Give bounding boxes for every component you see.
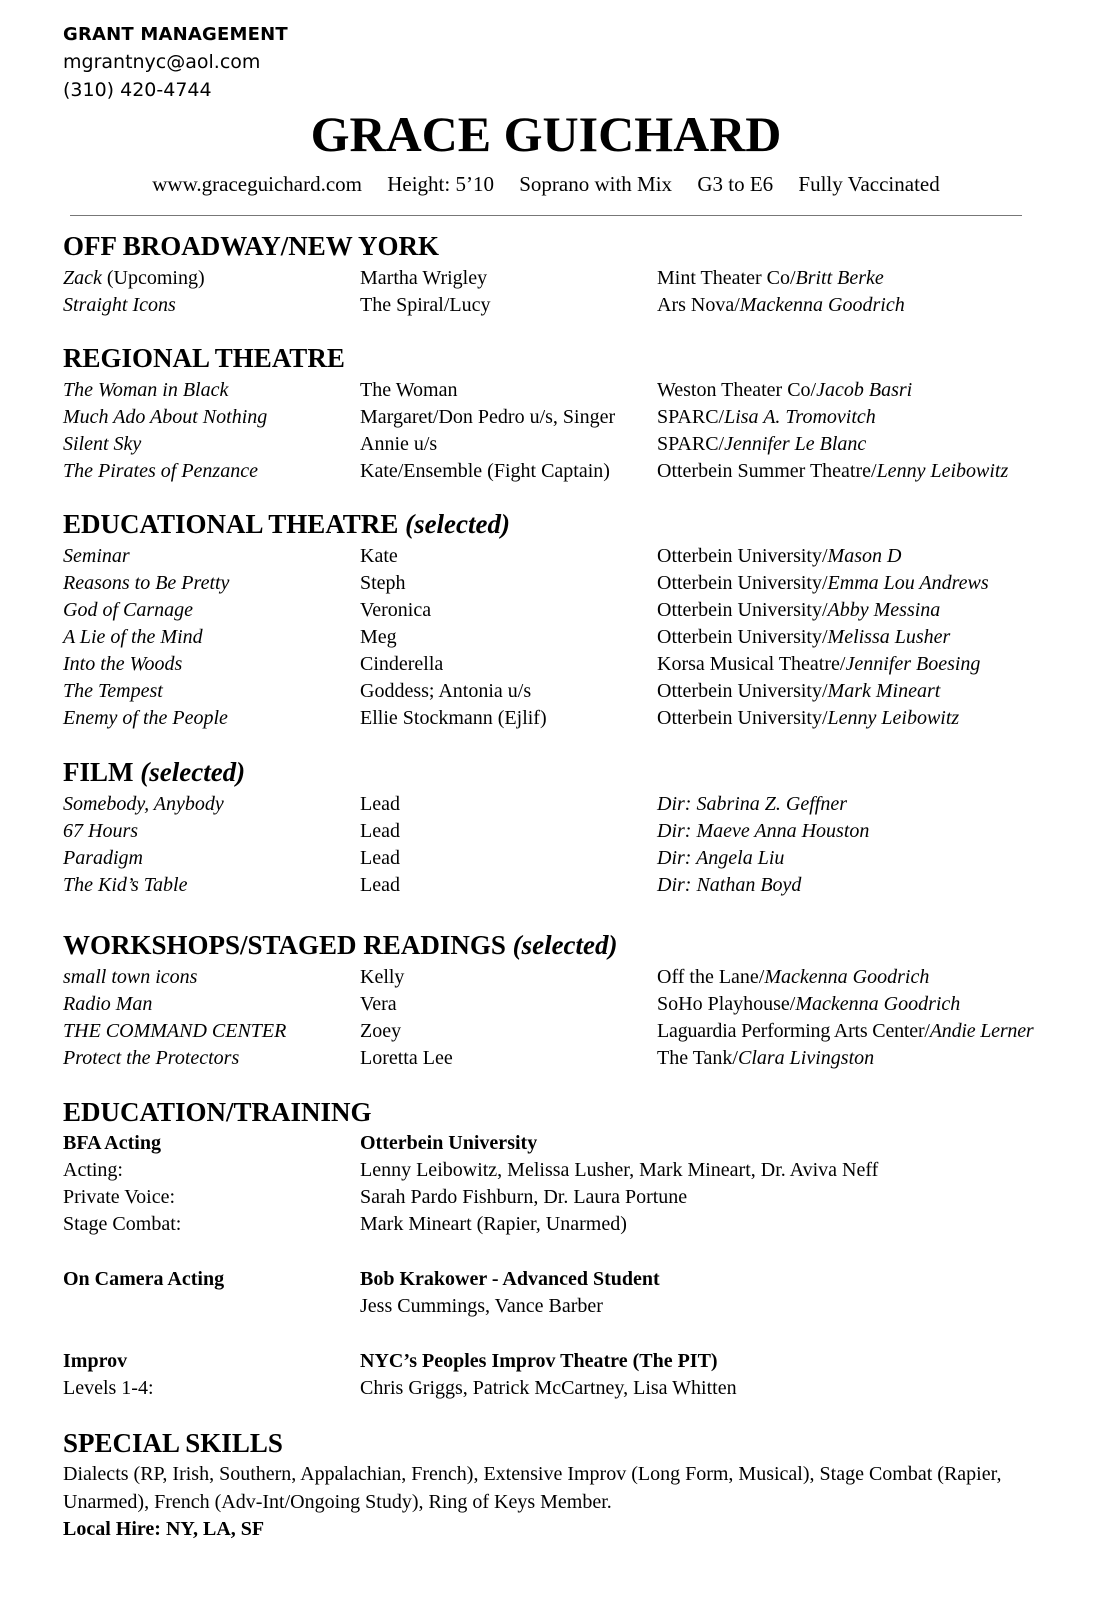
company: Korsa Musical Theatre/ xyxy=(657,653,846,675)
company-cell xyxy=(657,1018,1033,1045)
role: Kate/Ensemble (Fight Captain) xyxy=(360,460,610,482)
company: Otterbein University/ xyxy=(657,680,828,702)
training-label: Acting: xyxy=(63,1159,123,1181)
credit-row xyxy=(0,431,1118,458)
credit-row xyxy=(0,651,1118,678)
director: Jacob Basri xyxy=(816,379,913,401)
section-title-note: (selected) xyxy=(512,930,618,960)
credit-row xyxy=(0,377,1118,404)
company-cell xyxy=(657,597,940,624)
company-cell xyxy=(657,1045,874,1072)
voice-type: Soprano with Mix xyxy=(519,172,673,196)
vocal-range: G3 to E6 xyxy=(697,172,774,196)
training-label: BFA Acting xyxy=(63,1132,161,1154)
section-title-education xyxy=(63,1096,372,1128)
credit-row xyxy=(0,991,1118,1018)
company-cell xyxy=(657,570,989,597)
director: Mackenna Goodrich xyxy=(764,966,930,988)
training-label: Private Voice: xyxy=(63,1186,176,1208)
credit-row xyxy=(0,597,1118,624)
role: Kate xyxy=(360,545,398,567)
company-cell xyxy=(657,991,960,1018)
company: Ars Nova/ xyxy=(657,294,740,316)
credit-row xyxy=(0,265,1118,292)
director: Dir: Sabrina Z. Geffner xyxy=(657,793,847,815)
show-title: The Kid’s Table xyxy=(63,874,188,896)
show-title: The Pirates of Penzance xyxy=(63,460,258,482)
training-row xyxy=(0,1184,1118,1211)
show-title: Seminar xyxy=(63,545,130,567)
role: Veronica xyxy=(360,599,432,621)
company-cell xyxy=(657,404,876,431)
section-title-skills xyxy=(63,1427,283,1459)
show-note: (Upcoming) xyxy=(101,267,205,289)
director: Lenny Leibowitz xyxy=(876,460,1009,482)
role: Ellie Stockmann (Ejlif) xyxy=(360,707,547,729)
credit-row xyxy=(0,624,1118,651)
section-title-text: EDUCATION/TRAINING xyxy=(63,1097,372,1127)
local-hire: Local Hire: NY, LA, SF xyxy=(63,1518,265,1540)
credit-row xyxy=(0,404,1118,431)
training-value: NYC’s Peoples Improv Theatre (The PIT) xyxy=(360,1350,718,1372)
credit-row xyxy=(0,458,1118,485)
agency-name: GRANT MANAGEMENT xyxy=(63,24,288,45)
show-title: A Lie of the Mind xyxy=(63,626,203,648)
company: Laguardia Performing Arts Center/ xyxy=(657,1020,930,1042)
special-skills xyxy=(63,1461,1023,1544)
website: www.graceguichard.com xyxy=(152,172,362,196)
role: Vera xyxy=(360,993,397,1015)
training-row xyxy=(0,1130,1118,1157)
role: Lead xyxy=(360,820,400,842)
director: Jennifer Boesing xyxy=(845,653,981,675)
show-title: Radio Man xyxy=(63,993,153,1015)
height: Height: 5’10 xyxy=(387,172,494,196)
company: SoHo Playhouse/ xyxy=(657,993,796,1015)
company: The Tank/ xyxy=(657,1047,738,1069)
company: Otterbein University/ xyxy=(657,626,828,648)
role: Lead xyxy=(360,847,400,869)
credit-row xyxy=(0,791,1118,818)
company-cell xyxy=(657,543,901,570)
director: Abby Messina xyxy=(827,599,941,621)
credit-row xyxy=(0,964,1118,991)
credit-row xyxy=(0,705,1118,732)
company-cell xyxy=(657,624,950,651)
company: Mint Theater Co/ xyxy=(657,267,796,289)
credit-row xyxy=(0,1045,1118,1072)
training-value: Mark Mineart (Rapier, Unarmed) xyxy=(360,1213,627,1235)
show-title: The Tempest xyxy=(63,680,163,702)
role: Annie u/s xyxy=(360,433,438,455)
role: Meg xyxy=(360,626,397,648)
company: Weston Theater Co/ xyxy=(657,379,817,401)
show-title: THE COMMAND CENTER xyxy=(63,1020,287,1042)
company: SPARC/ xyxy=(657,406,725,428)
company: Otterbein Summer Theatre/ xyxy=(657,460,877,482)
company: SPARC/ xyxy=(657,433,725,455)
company-cell xyxy=(657,265,884,292)
section-title-text: REGIONAL THEATRE xyxy=(63,343,345,373)
section-title-text: OFF BROADWAY/NEW YORK xyxy=(63,231,440,261)
training-value: Sarah Pardo Fishburn, Dr. Laura Portune xyxy=(360,1186,688,1208)
credit-row xyxy=(0,570,1118,597)
company: Otterbein University/ xyxy=(657,572,828,594)
header-divider xyxy=(70,215,1022,216)
director: Melissa Lusher xyxy=(827,626,951,648)
show-title: small town icons xyxy=(63,966,198,988)
training-label: On Camera Acting xyxy=(63,1268,225,1290)
role: Martha Wrigley xyxy=(360,267,488,289)
training-row xyxy=(0,1293,1118,1320)
company-cell xyxy=(657,705,959,732)
training-row xyxy=(0,1266,1118,1293)
show-title: Protect the Protectors xyxy=(63,1047,240,1069)
training-row xyxy=(0,1211,1118,1238)
company-cell xyxy=(657,458,1008,485)
director: Mackenna Goodrich xyxy=(739,294,905,316)
company: Otterbein University/ xyxy=(657,707,828,729)
show-title: Into the Woods xyxy=(63,653,183,675)
company-cell xyxy=(657,678,940,705)
role: Loretta Lee xyxy=(360,1047,453,1069)
section-title-film xyxy=(63,756,245,788)
section-title-note: (selected) xyxy=(405,509,511,539)
show-title: Somebody, Anybody xyxy=(63,793,224,815)
show-title: Paradigm xyxy=(63,847,143,869)
company-cell xyxy=(657,431,866,458)
actor-stats xyxy=(0,170,1092,198)
show-title: Straight Icons xyxy=(63,294,176,316)
director: Clara Livingston xyxy=(738,1047,875,1069)
director: Mason D xyxy=(827,545,902,567)
section-title-text: SPECIAL SKILLS xyxy=(63,1428,283,1458)
role: Steph xyxy=(360,572,406,594)
role: The Spiral/Lucy xyxy=(360,294,491,316)
training-label: Levels 1-4: xyxy=(63,1377,154,1399)
training-row xyxy=(0,1348,1118,1375)
training-value: Lenny Leibowitz, Melissa Lusher, Mark Mineart, Dr. Aviva Neff xyxy=(360,1159,879,1181)
section-title-text: EDUCATIONAL THEATRE xyxy=(63,509,406,539)
credit-row xyxy=(0,1018,1118,1045)
director: Dir: Nathan Boyd xyxy=(657,874,802,896)
section-title-workshops xyxy=(63,929,618,961)
section-title-text: WORKSHOPS/STAGED READINGS xyxy=(63,930,513,960)
director: Mackenna Goodrich xyxy=(795,993,961,1015)
director: Jennifer Le Blanc xyxy=(724,433,867,455)
credit-row xyxy=(0,818,1118,845)
director: Britt Berke xyxy=(795,267,884,289)
director: Mark Mineart xyxy=(827,680,941,702)
training-row xyxy=(0,1375,1118,1402)
show-title: Reasons to Be Pretty xyxy=(63,572,230,594)
role: Zoey xyxy=(360,1020,402,1042)
role: Cinderella xyxy=(360,653,444,675)
training-value: Jess Cummings, Vance Barber xyxy=(360,1295,603,1317)
company-cell xyxy=(657,377,912,404)
skills-text: Dialects (RP, Irish, Southern, Appalachian, French), Extensive Improv (Long Form, Musical), Stage Combat (Rapier, Unarmed), French (Adv-Int/Ongoing Study), Ring of Keys Member. xyxy=(63,1463,1002,1513)
company: Otterbein University/ xyxy=(657,545,828,567)
section-title-off-broadway xyxy=(63,230,439,262)
show-title: God of Carnage xyxy=(63,599,193,621)
show-title: Enemy of the People xyxy=(63,707,228,729)
director: Andie Lerner xyxy=(929,1020,1034,1042)
director: Emma Lou Andrews xyxy=(827,572,989,594)
company-cell xyxy=(657,292,905,319)
credit-row xyxy=(0,543,1118,570)
company: Off the Lane/ xyxy=(657,966,765,988)
agency-contact xyxy=(63,22,288,104)
director: Dir: Maeve Anna Houston xyxy=(657,820,870,842)
training-label: Improv xyxy=(63,1350,128,1372)
agency-phone: (310) 420-4744 xyxy=(63,79,212,101)
company-cell xyxy=(657,964,929,991)
section-title-educational xyxy=(63,508,510,540)
section-title-text: FILM xyxy=(63,757,141,787)
section-title-regional xyxy=(63,342,345,374)
director: Dir: Angela Liu xyxy=(657,847,785,869)
show-title: The Woman in Black xyxy=(63,379,229,401)
show-title: Silent Sky xyxy=(63,433,142,455)
credit-row xyxy=(0,292,1118,319)
company-cell xyxy=(657,651,980,678)
training-value: Chris Griggs, Patrick McCartney, Lisa Whitten xyxy=(360,1377,737,1399)
role: The Woman xyxy=(360,379,458,401)
show-title-cell xyxy=(63,265,205,292)
show-title: 67 Hours xyxy=(63,820,139,842)
agency-email: mgrantnyc@aol.com xyxy=(63,51,261,73)
role: Kelly xyxy=(360,966,405,988)
company: Otterbein University/ xyxy=(657,599,828,621)
credit-row xyxy=(0,678,1118,705)
role: Margaret/Don Pedro u/s, Singer xyxy=(360,406,616,428)
role: Lead xyxy=(360,793,400,815)
show-title: Zack xyxy=(63,267,102,289)
credit-row xyxy=(0,845,1118,872)
role: Goddess; Antonia u/s xyxy=(360,680,532,702)
credit-row xyxy=(0,872,1118,899)
training-value: Bob Krakower - Advanced Student xyxy=(360,1268,660,1290)
show-title-cell xyxy=(63,292,176,319)
training-label: Stage Combat: xyxy=(63,1213,182,1235)
show-title: Much Ado About Nothing xyxy=(63,406,268,428)
role: Lead xyxy=(360,874,400,896)
actor-name: GRACE GUICHARD xyxy=(310,106,782,162)
vaccination-status: Fully Vaccinated xyxy=(798,172,940,196)
training-value: Otterbein University xyxy=(360,1132,538,1154)
section-title-note: (selected) xyxy=(140,757,246,787)
training-row xyxy=(0,1157,1118,1184)
director: Lisa A. Tromovitch xyxy=(724,406,876,428)
director: Lenny Leibowitz xyxy=(827,707,960,729)
